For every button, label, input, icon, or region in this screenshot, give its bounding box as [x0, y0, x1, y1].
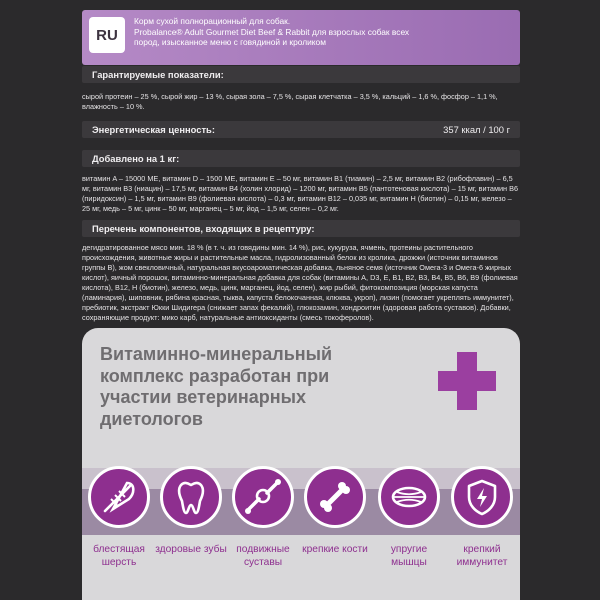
feature-coat	[83, 466, 155, 569]
muscle-icon	[378, 466, 440, 528]
tooth-icon	[160, 466, 222, 528]
feature-muscles	[373, 466, 445, 569]
added-text: витамин A – 15000 МЕ, витамин D – 1500 МЕ, витамин E – 50 мг, витамин B1 (тиамин) – 2,5 мг, витамин B2 (рибофлавин) – 6,5 мг, витамин B3 (ниацин) – 17,5 мг, витамин B4 (холин хлорид) – 1200 мг, витамин B5 (пантотеновая кислота) – 15 мг, витамин B6 (пиридоксин) – 1,5 мг, витамин B9 (фолиевая кислота) – 0,3 мг, витамин B12 – 0,035 мг, витамин H (биотин) – 0,15 мг, железо – 25 мг, медь – 5 мг, цинк – 50 мг, марганец – 5 мг, йод – 1,5 мг, селен – 0,2 мг.	[82, 174, 519, 213]
feather-icon	[88, 466, 150, 528]
feature-label: упругие мышцы	[390, 544, 428, 568]
feature-teeth	[155, 466, 227, 557]
shield-icon	[451, 466, 513, 528]
feature-label: крепкие кости	[302, 544, 368, 555]
feature-label: здоровые зубы	[155, 544, 227, 555]
energy-section-header: Энергетическая ценность: 357 ккал / 100 г	[82, 121, 520, 138]
language-badge: RU	[89, 17, 125, 53]
guaranteed-text: сырой протеин – 25 %, сырой жир – 13 %, сырая зола – 7,5 %, сырая клетчатка – 3,5 %, кальций – 1,6 %, фосфор – 1,1 %, влажность – 10 %.	[82, 92, 498, 111]
product-title: Корм сухой полнорационный для собак. Probalance® Adult Gourmet Diet Beef & Rabbit для взрослых собак всех пород, изысканное меню с говядиной и кроликом	[134, 16, 410, 48]
components-text: дегидратированное мясо мин. 18 % (в т. ч. из говядины мин. 14 %), рис, кукуруза, ячмень, протеины растительного происхождения, животные жиры и растительные масла, гидролизованный белок из кролика, дрожжи (источник витаминов группы B), жом свекловичный, натуральная вкусоароматическая добавка, льняное семя (источник Омега-3 и Омега-6 жирных кислот), яичный порошок, витаминно-минеральная добавка для собак (витамины A, D3, E, B1, B2, B3, B4, B5, B6, B9 (фолиевая кислота), B12, H (биотин), железо, медь, цинк, марганец, йод, селен), жир рыбий, фитокомпозиция (морская капуста (ламинария), шиповник, рябина красная, тыква, капуста белокочанная, клюква, укроп), лизин (помогает укреплять иммунитет), пребиотик, экстракт Юкки Шидигера (снижает запах фекалий), глюкозамин, хондроитин (здоровая работа суставов). Добавки, сохраняющие продукт: мико карб, натуральные антиоксиданты (смесь токоферолов).	[82, 243, 518, 322]
panel-title: Витаминно-минеральный комплекс разработан при участии ветеринарных диетологов	[100, 344, 333, 429]
feature-label: крепкий иммунитет	[456, 544, 508, 568]
vet-panel	[82, 328, 520, 600]
bone-icon	[304, 466, 366, 528]
components-section-header: Перечень компонентов, входящих в рецептуру:	[82, 220, 520, 237]
added-section-header: Добавлено на 1 кг:	[82, 150, 520, 167]
plus-icon	[438, 352, 496, 410]
feature-label: подвижные суставы	[236, 544, 290, 568]
feature-label: блестящая шерсть	[93, 544, 145, 568]
joint-icon	[232, 466, 294, 528]
product-header	[82, 10, 520, 65]
energy-value: 357 ккал / 100 г	[443, 124, 510, 135]
feature-joints	[227, 466, 299, 569]
guaranteed-section-header: Гарантируемые показатели:	[82, 66, 520, 83]
feature-bones	[299, 466, 371, 557]
feature-immunity	[446, 466, 518, 569]
